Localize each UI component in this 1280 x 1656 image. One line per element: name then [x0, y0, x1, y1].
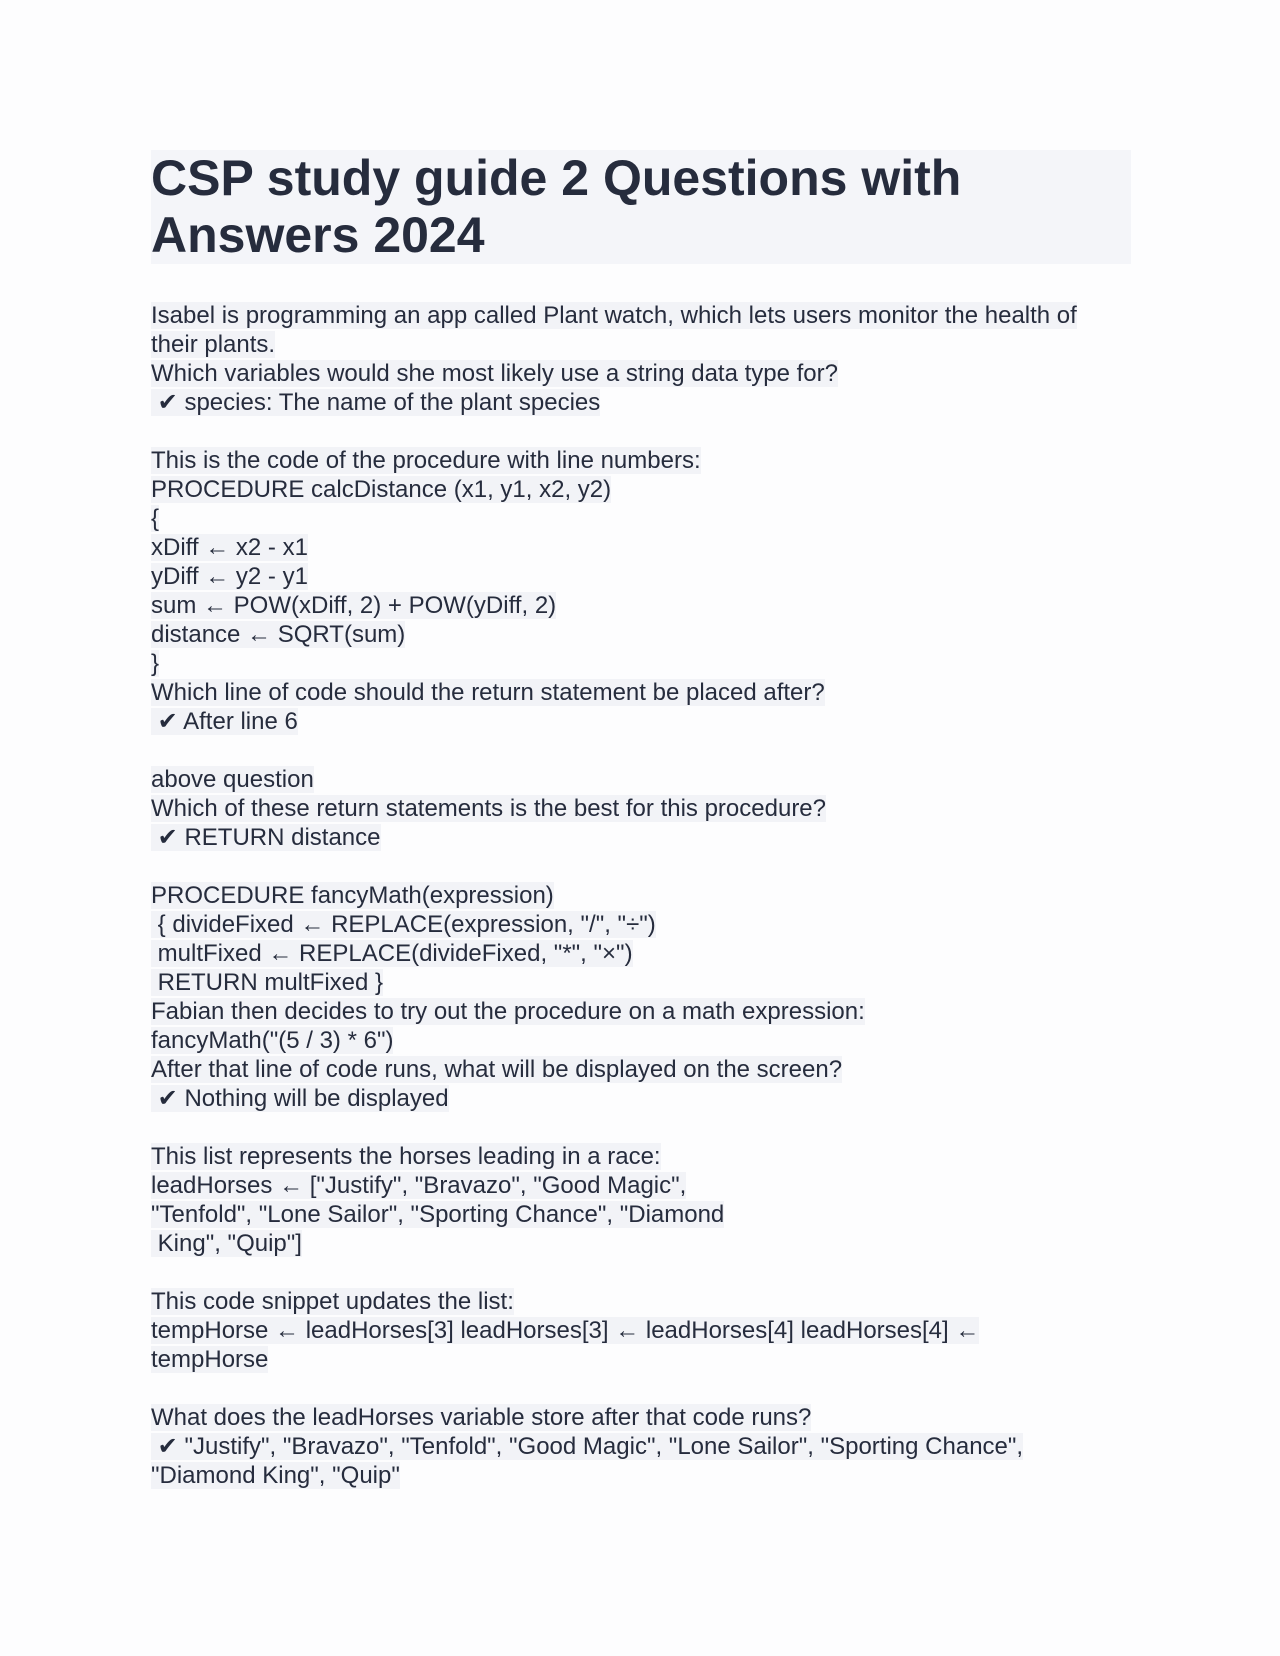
- text-line: multFixed ← REPLACE(divideFixed, "*", "×"): [151, 940, 633, 967]
- document-title: CSP study guide 2 Questions with Answers 2024: [151, 150, 1131, 264]
- question-block-q6: [151, 1287, 1131, 1374]
- question-block-q1: [151, 301, 1131, 417]
- answer-line: ✔ species: The name of the plant species: [151, 389, 601, 416]
- text-line: What does the leadHorses variable store after that code runs?: [151, 1404, 812, 1431]
- text-line: This list represents the horses leading in a race:: [151, 1143, 661, 1170]
- text-line: fancyMath("(5 / 3) * 6"): [151, 1027, 394, 1054]
- text-line: This is the code of the procedure with line numbers:: [151, 447, 701, 474]
- answer-line: ✔ After line 6: [151, 708, 298, 735]
- text-line: King", "Quip"]: [151, 1230, 302, 1257]
- text-line: }: [151, 650, 160, 677]
- text-line: "Tenfold", "Lone Sailor", "Sporting Chance", "Diamond: [151, 1201, 725, 1228]
- answer-line: ✔ "Justify", "Bravazo", "Tenfold", "Good Magic", "Lone Sailor", "Sporting Chance",: [151, 1433, 1024, 1460]
- text-line: PROCEDURE fancyMath(expression): [151, 882, 554, 909]
- text-line: {: [151, 505, 160, 532]
- text-line: PROCEDURE calcDistance (x1, y1, x2, y2): [151, 476, 612, 503]
- document-page: [151, 150, 1131, 1490]
- question-block-q5: [151, 1142, 1131, 1258]
- text-line: Which of these return statements is the best for this procedure?: [151, 795, 826, 822]
- document-body: [151, 301, 1131, 1490]
- text-line: sum ← POW(xDiff, 2) + POW(yDiff, 2): [151, 592, 557, 619]
- question-block-q3: [151, 765, 1131, 852]
- question-block-q4: [151, 881, 1131, 1113]
- text-line: "Diamond King", "Quip": [151, 1462, 400, 1489]
- text-line: { divideFixed ← REPLACE(expression, "/", "÷"): [151, 911, 656, 938]
- text-line: Fabian then decides to try out the procedure on a math expression:: [151, 998, 865, 1025]
- text-line: After that line of code runs, what will be displayed on the screen?: [151, 1056, 843, 1083]
- text-line: RETURN multFixed }: [151, 969, 384, 996]
- text-line: Which variables would she most likely use a string data type for?: [151, 360, 838, 387]
- text-line: tempHorse ← leadHorses[3] leadHorses[3] ← leadHorses[4] leadHorses[4] ←: [151, 1317, 980, 1344]
- text-line: Which line of code should the return statement be placed after?: [151, 679, 825, 706]
- question-block-q7: [151, 1403, 1131, 1490]
- question-block-q2: [151, 446, 1131, 736]
- answer-line: ✔ Nothing will be displayed: [151, 1085, 449, 1112]
- text-line: above question: [151, 766, 314, 793]
- text-line: This code snippet updates the list:: [151, 1288, 514, 1315]
- text-line: leadHorses ← ["Justify", "Bravazo", "Good Magic",: [151, 1172, 687, 1199]
- text-line: yDiff ← y2 - y1: [151, 563, 308, 590]
- answer-line: ✔ RETURN distance: [151, 824, 381, 851]
- text-line: their plants.: [151, 331, 276, 358]
- text-line: Isabel is programming an app called Plant watch, which lets users monitor the health of: [151, 302, 1077, 329]
- text-line: tempHorse: [151, 1346, 269, 1373]
- text-line: xDiff ← x2 - x1: [151, 534, 308, 561]
- text-line: distance ← SQRT(sum): [151, 621, 406, 648]
